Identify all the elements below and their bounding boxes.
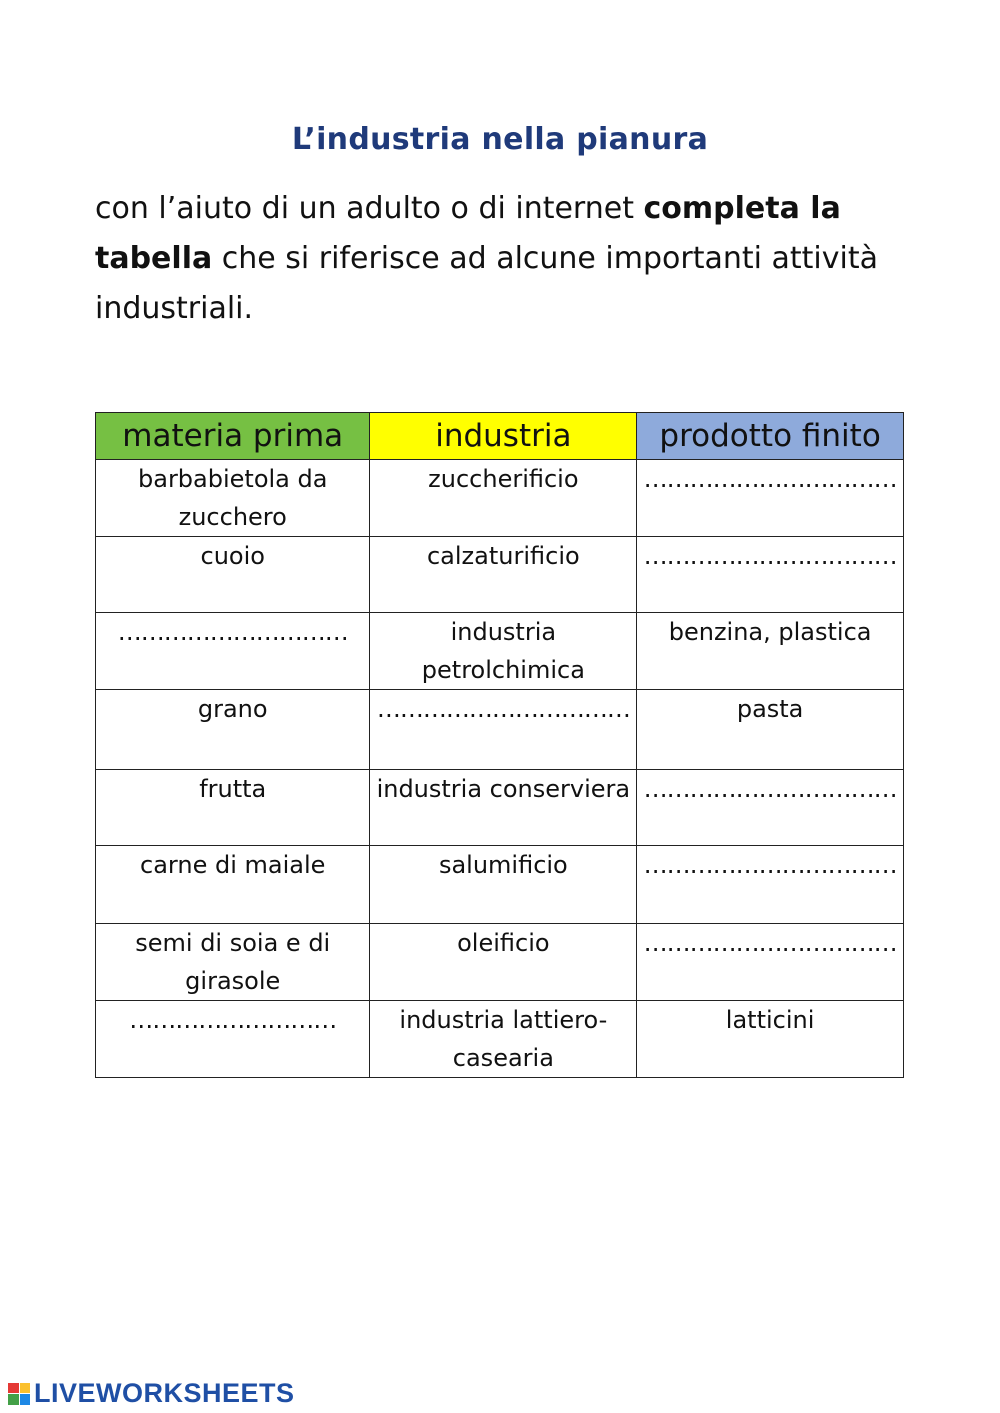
cell-materia-prima: cuoio bbox=[96, 537, 370, 613]
liveworksheets-logo-icon bbox=[8, 1383, 30, 1405]
page-title: L’industria nella pianura bbox=[291, 122, 709, 157]
blank-prodotto-finito[interactable]: …………………………… bbox=[637, 770, 904, 846]
cell-materia-prima: semi di soia e di girasole bbox=[96, 924, 370, 1001]
blank-prodotto-finito[interactable]: …………………………… bbox=[637, 924, 904, 1001]
cell-industria: calzaturificio bbox=[370, 537, 637, 613]
logo-text: LIVEWORKSHEETS bbox=[34, 1378, 295, 1408]
table-row bbox=[96, 924, 904, 1001]
blank-prodotto-finito[interactable]: …………………………… bbox=[637, 846, 904, 924]
cell-prodotto-finito: latticini bbox=[637, 1001, 904, 1078]
blank-prodotto-finito[interactable]: …………………………… bbox=[637, 460, 904, 537]
cell-prodotto-finito: benzina, plastica bbox=[637, 613, 904, 690]
cell-materia-prima: grano bbox=[96, 690, 370, 770]
blank-materia-prima[interactable]: ……………………… bbox=[96, 1001, 370, 1078]
instructions-bold: completa la tabella bbox=[95, 191, 841, 276]
blank-materia-prima[interactable]: ………………………… bbox=[96, 613, 370, 690]
header-prodotto-finito: prodotto finito bbox=[637, 413, 904, 460]
cell-industria: industria lattiero-casearia bbox=[370, 1001, 637, 1078]
cell-materia-prima: barbabietola da zucchero bbox=[96, 460, 370, 537]
table-row bbox=[96, 846, 904, 924]
table-row bbox=[96, 613, 904, 690]
cell-industria: industria petrolchimica bbox=[370, 613, 637, 690]
cell-industria: oleificio bbox=[370, 924, 637, 1001]
instructions-text-1: con l’aiuto di un adulto o di internet bbox=[95, 191, 644, 226]
cell-prodotto-finito: pasta bbox=[637, 690, 904, 770]
header-row bbox=[96, 413, 904, 460]
cell-materia-prima: carne di maiale bbox=[96, 846, 370, 924]
blank-prodotto-finito[interactable]: …………………………… bbox=[637, 537, 904, 613]
cell-industria: zuccherificio bbox=[370, 460, 637, 537]
header-industria: industria bbox=[370, 413, 637, 460]
cell-materia-prima: frutta bbox=[96, 770, 370, 846]
instructions bbox=[95, 184, 895, 334]
cell-industria: industria conserviera bbox=[370, 770, 637, 846]
instructions-text-2: che si riferisce ad alcune importanti attività industriali. bbox=[95, 241, 878, 326]
table-row bbox=[96, 1001, 904, 1078]
table-row bbox=[96, 460, 904, 537]
table-row bbox=[96, 537, 904, 613]
table-row bbox=[96, 770, 904, 846]
blank-industria[interactable]: …………………………… bbox=[370, 690, 637, 770]
cell-industria: salumificio bbox=[370, 846, 637, 924]
table-row bbox=[96, 690, 904, 770]
footer-logo[interactable] bbox=[8, 1378, 295, 1409]
industry-table bbox=[95, 412, 904, 1078]
header-materia-prima: materia prima bbox=[96, 413, 370, 460]
